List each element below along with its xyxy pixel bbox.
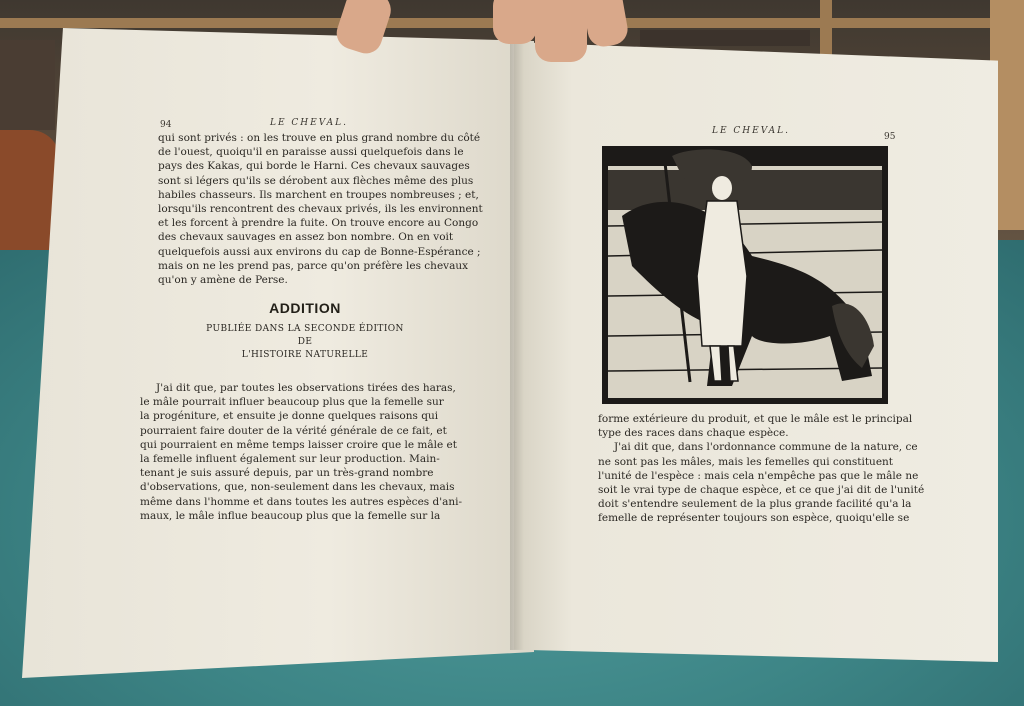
text-line: qui sont privés : on les trouve en plus grand nombre du côté (158, 132, 481, 144)
left-continuation-paragraph (158, 131, 483, 287)
text-line: ne sont pas les mâles, mais les femelles qui constituent (598, 455, 894, 468)
text-line: pays des Kakas, qui borde le Harni. Ces chevaux sauvages (158, 160, 470, 173)
text-line: et les forcent à prendre la fuite. On trouve encore au Congo (158, 217, 479, 230)
woodcut-illustration (602, 146, 888, 404)
hand (335, 0, 630, 60)
text-line: femelle de représenter toujours son espèce, quoiqu'elle se (598, 512, 910, 525)
book-gutter (510, 40, 524, 650)
text-line: forme extérieure du produit, et que le mâle est le principal (598, 413, 913, 425)
text-line: l'unité de l'espèce : mais cela n'empêche pas que le mâle ne (598, 469, 919, 482)
text-line: d'observations, que, non-seulement dans les chevaux, mais (140, 481, 455, 494)
text-line: le mâle pourrait influer beaucoup plus que la femelle sur (140, 396, 444, 409)
left-body-paragraph (140, 381, 463, 523)
text-line: J'ai dit que, dans l'ordonnance commune de la nature, ce (614, 441, 918, 454)
text-line: habiles chasseurs. Ils marchent en troupes nombreuses ; et, (158, 188, 479, 201)
text-line: sont si légers qu'ils se dérobent aux flèches même des plus (158, 174, 474, 187)
page-number-left: 94 (160, 120, 172, 130)
addition-subheading-2: DE (297, 337, 313, 347)
text-line: des chevaux sauvages en assez bon nombre. On en voit (158, 231, 454, 244)
text-line: lorsqu'ils rencontrent des chevaux privés, ils les environnent (158, 203, 483, 216)
finger (580, 0, 630, 49)
right-body-paragraph (598, 412, 925, 526)
thumb (333, 0, 396, 58)
finger (493, 0, 537, 44)
addition-subheading-1: PUBLIÉE DANS LA SECONDE ÉDITION (206, 324, 404, 334)
text-line: maux, le mâle influe beaucoup plus que la femelle sur la (140, 509, 441, 522)
page-number-right: 95 (884, 132, 896, 142)
text-line: type des races dans chaque espèce. (598, 427, 789, 440)
text-line: qu'on y amène de Perse. (158, 274, 288, 287)
text-line: mais on ne les prend pas, parce qu'on préfère les chevaux (158, 259, 469, 272)
text-line: qui pourraient en même temps laisser croire que le mâle et (140, 438, 457, 451)
text-line: la femelle influent également sur leur production. Main- (140, 453, 440, 466)
addition-subheading-3: L'HISTOIRE NATURELLE (241, 350, 369, 360)
running-head-right: LE CHEVAL. (712, 126, 790, 136)
addition-heading: ADDITION (269, 300, 341, 316)
text-line: J'ai dit que, par toutes les observations tirées des haras, (156, 382, 456, 394)
finger (535, 0, 587, 62)
text-line: même dans l'homme et dans toutes les autres espèces d'ani- (140, 495, 463, 508)
text-line: doit s'entendre seulement de la plus grande facilité qu'a la (598, 498, 912, 511)
text-line: la progéniture, et ensuite je donne quelques raisons qui (140, 410, 439, 423)
text-line: de l'ouest, quoiqu'il en paraisse aussi quelquefois dans le (158, 146, 464, 159)
text-line: pourraient faire douter de la vérité générale de ce fait, et (140, 424, 447, 437)
text-line: soit le vrai type de chaque espèce, et ce que j'ai dit de l'unité (598, 484, 925, 497)
running-head-left: LE CHEVAL. (270, 118, 348, 128)
text-line: tenant je suis assuré depuis, par un très-grand nombre (140, 467, 434, 480)
text-line: quelquefois aussi aux environs du cap de Bonne-Espérance ; (158, 245, 481, 258)
